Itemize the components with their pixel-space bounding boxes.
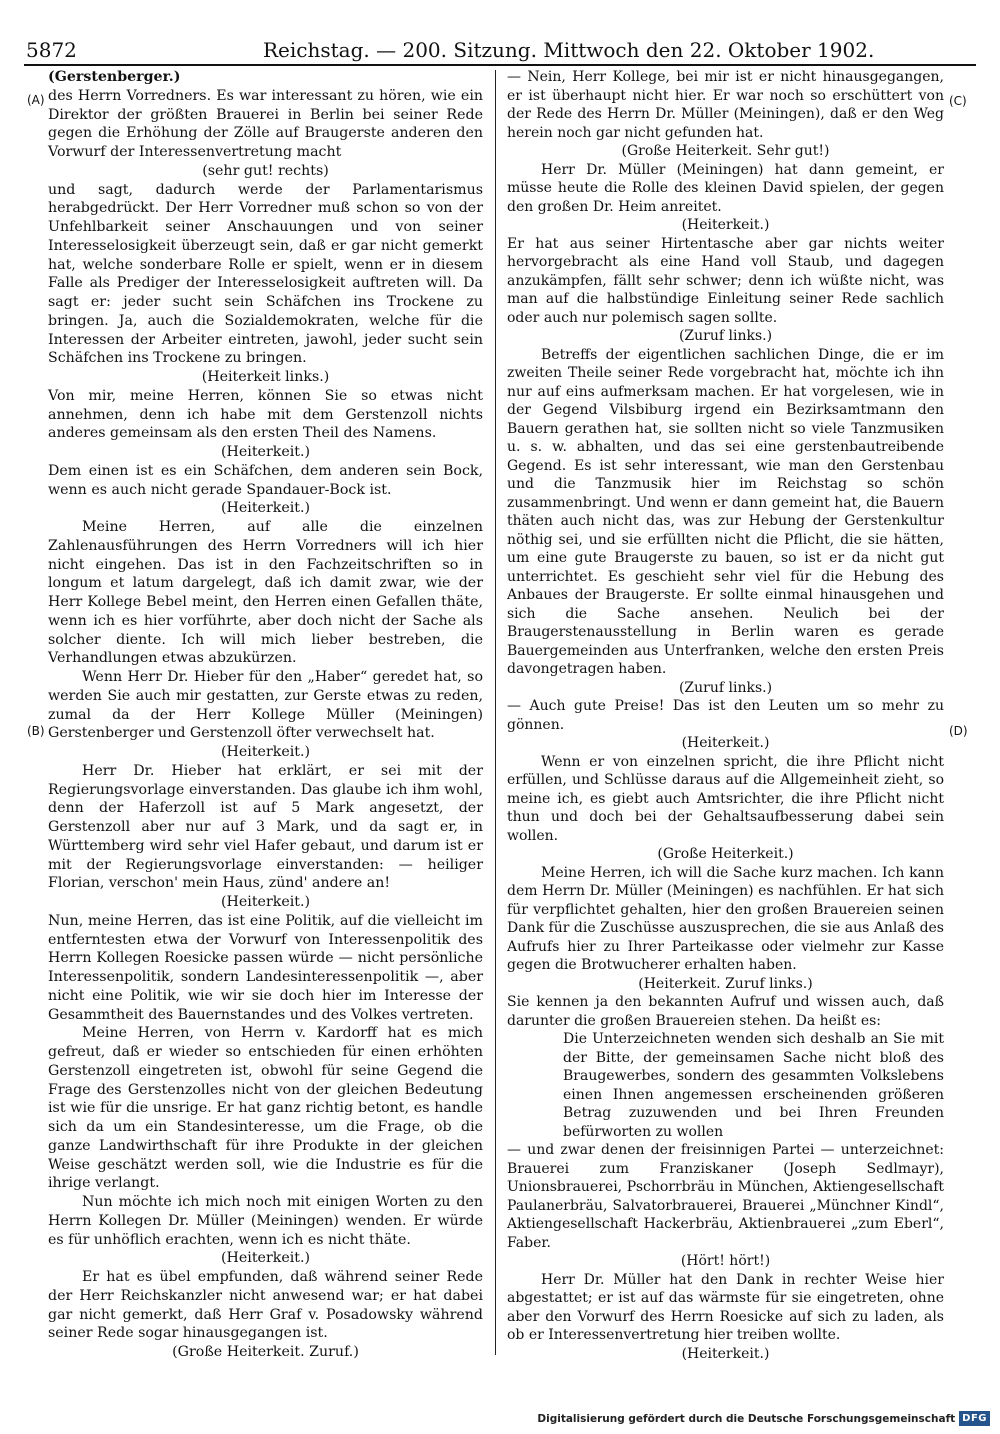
interjection: (Zuruf links.) — [678, 679, 773, 696]
paragraph: Er hat aus seiner Hirtentasche aber gar nichts weiter hervorgebracht als eine Hand voll Staub, und dagegen anzukämpfen, fällt sehr schwer; denn ich wüßte nicht, was man auf die halbstündige Einleitung seiner Rede sachlich oder auch nur polemisch sagen sollte. — [507, 235, 944, 326]
paragraph: Herr Dr. Müller (Meiningen) hat dann gemeint, er müsse heute die Rolle des kleinen David spielen, der gegen den großen Dr. Heim anreitet. — [507, 161, 944, 215]
column-separator — [495, 70, 496, 1355]
interjection: (Heiterkeit.) — [221, 500, 310, 517]
paragraph: Von mir, meine Herren, können Sie so etwas nicht annehmen, denn ich habe mit dem Gerstenzoll nichts anderes gemeinsam als den ersten Theil des Namens. — [48, 387, 483, 442]
margin-marker-d: (D) — [949, 724, 968, 738]
interjection: (Heiterkeit.) — [681, 217, 770, 233]
margin-marker-c: (C) — [949, 94, 967, 108]
paragraph: Dem einen ist es ein Schäfchen, dem anderen sein Bock, wenn es auch nicht gerade Spandauer-Bock ist. — [48, 462, 483, 498]
interjection: (Heiterkeit.) — [221, 444, 310, 460]
page-number: 5872 — [26, 38, 77, 62]
interjection: (Heiterkeit.) — [221, 894, 310, 910]
paragraph: Herr Dr. Hieber hat erklärt, er sei mit der Regierungsvorlage einverstanden. Das glaube ich ihm wohl, denn der Haferzoll ist auf 5 Mark angesetzt, der Gerstenzoll aber nur auf 3 Mark, und da sagt er, in Württemberg wird sehr viel Hafer gebaut, und darum ist er mit der Regierungsvorlage einverstanden: — heiliger Florian, verschon' mein Haus, zünd' andere an! — [48, 762, 483, 892]
interjection: (Heiterkeit. Zuruf links.) — [638, 975, 813, 992]
paragraph: — Auch gute Preise! Das ist den Leuten um so mehr zu gönnen. — [507, 698, 944, 733]
interjection: (Heiterkeit.) — [221, 744, 310, 760]
interjection: (Große Heiterkeit. Zuruf.) — [172, 1344, 359, 1360]
interjection: (Heiterkeit.) — [681, 1345, 770, 1362]
interjection: (Zuruf links.) — [678, 328, 773, 344]
interjection: (Hört! hört!) — [680, 1253, 771, 1269]
footer — [537, 1411, 990, 1426]
paragraph: Sie kennen ja den bekannten Aufruf und wissen auch, daß darunter die großen Brauereien stehen. Da heißt es: — [507, 994, 944, 1029]
interjection: (Große Heiterkeit.) — [657, 846, 794, 862]
interjection: (sehr gut! rechts) — [202, 162, 329, 179]
right-column — [507, 68, 944, 1363]
header-rule — [24, 64, 976, 66]
paragraph: Meine Herren, von Herrn v. Kardorff hat es mich gefreut, daß er wieder so entschieden für einen erhöhten Gerstenzoll eingetreten ist, obwohl für seine Gegend die Frage des Gerstenzolles nicht von der gleichen Bedeutung ist wie für die unsrige. Er hat ganz richtig betont, es handle sich da um ein Standesinteresse, um die Frage, ob die ganze Landwirthschaft für ihre Produkte in der gleichen Weise geschätzt werden soll, wie die Industrie es für die ihrige verlangt. — [48, 1025, 483, 1192]
paragraph: des Herrn Vorredners. Es war interessant zu hören, wie ein Direktor der größten Brauerei in Berlin bei seiner Rede gegen die Erhöhung der Zölle auf Braugerste anderen den Vorwurf der Interessenvertretung macht — [48, 87, 483, 160]
paragraph: — und zwar denen der freisinnigen Partei — unterzeichnet: Brauerei zum Franziskaner (Joseph Sedlmayr), Unionsbrauerei, Pschorrbräu in München, Aktiengesellschaft Paulanerbräu, Salvatorbrauerei, Brauerei „Münchner Kindl“, Aktiengesellschaft Hackerbräu, Aktienbrauerei „zum Eberl“, Faber. — [507, 1142, 944, 1251]
paragraph: Betreffs der eigentlichen sachlichen Dinge, die er im zweiten Theile seiner Rede vorgebracht hat, möchte ich ihn nur auf eins aufmerksam machen. Er hat vorgelesen, wie in der Gegend Vilsbiburg irgend ein Bezirksamtmann den Bauern gerathen hat, sie sollten nicht so viele Tanzmusiken u. s. w. abhalten, und das sei eine gerstenbautreibende Gegend. Es ist sehr interessant, wie man den Gerstenbau und die Tanzmusik hier im Reichstag so schön zusammenbringt. Und wenn er dann gemeint hat, die Bauern thäten auch nicht das, was zur Hebung der Gerstenkultur nöthig sei, und sie erfüllten nicht die Pflicht, die sie hätten, um eine gute Braugerste zu bauen, so ist er da nicht gut unterrichtet. Es geschieht sehr viel für die Hebung des Anbaues der Braugerste. Er sollte einmal hinausgehen und sich die Sache ansehen. Neulich bei der Braugerstenausstellung in Berlin waren es gerade Bauergemeinden aus Unterfranken, welche den ersten Preis davongetragen haben. — [507, 346, 944, 677]
paragraph: Nun, meine Herren, das ist eine Politik, auf die vielleicht im entferntesten etwa der Vorwurf von Interessenpolitik des Herrn Kollegen Roesicke passen würde — nicht persönliche Interessenpolitik, sondern Landesinteressenpolitik —, aber nicht eine Politik, wie wir sie doch hier im Interesse der Gesammtheit des Bauernstandes und des Volkes vertreten. — [48, 912, 483, 1023]
paragraph: Nun möchte ich mich noch mit einigen Worten zu den Herrn Kollegen Dr. Müller (Meiningen) wenden. Er würde es für unhöflich erachten, wenn ich es nicht thäte. — [48, 1194, 483, 1248]
dfg-logo: DFG — [959, 1411, 990, 1426]
paragraph: und sagt, dadurch werde der Parlamentarismus herabgedrückt. Der Herr Vorredner muß schon so von der Unfehlbarkeit seiner Anschauungen und von seiner Interesselosigkeit überzeugt sein, daß er gar nicht gemerkt hat, welche sonderbare Rolle er spielt, wenn er in diesem Falle als Prediger der Interesselosigkeit auftreten will. Da sagt er: jeder sucht sein Schäfchen ins Trockene zu bringen. Ja, auch die Sozialdemokraten, welche für die Interessen der Arbeiter eintreten, jawohl, jeder sucht sein Schäfchen ins Trockene zu bringen. — [48, 181, 483, 367]
paragraph: Wenn er von einzelnen spricht, die ihre Pflicht nicht erfüllen, und Schlüsse daraus auf die Allgemeinheit zieht, so meine ich, es giebt auch Amtsrichter, die ihre Pflicht nicht thun und doch bei der Gehaltsaufbesserung dabei sein wollen. — [507, 753, 944, 844]
paragraph: Meine Herren, ich will die Sache kurz machen. Ich kann dem Herrn Dr. Müller (Meiningen) es nachfühlen. Er hat sich für verpflichtet gehalten, hier den großen Brauereien seinen Dank für die Zuschüsse auszusprechen, die sie aus Anlaß des Aufrufs hier zu Ihrer Parteikasse oder vielmehr zur Kasse gegen die Brotwucherer erhalten haben. — [507, 864, 944, 973]
paragraph: Er hat es übel empfunden, daß während seiner Rede der Herr Reichskanzler nicht anwesend war; er hat dabei gar nicht gemerkt, daß Herr Graf v. Posadowsky während seiner Rede sogar hinausgegangen ist. — [48, 1269, 483, 1342]
paragraph: — Nein, Herr Kollege, bei mir ist er nicht hinausgegangen, er ist überhaupt nicht hier. Er war noch so erschüttert von der Rede des Herrn Dr. Müller (Meiningen), daß er den Weg herein noch gar nicht gefunden hat. — [507, 69, 944, 141]
interjection: (Große Heiterkeit. Sehr gut!) — [621, 143, 830, 159]
left-column — [48, 68, 483, 1362]
speaker-name: (Gerstenberger.) — [48, 69, 181, 85]
footer-credit: Digitalisierung gefördert durch die Deutsche Forschungsgemeinschaft — [537, 1412, 956, 1425]
paragraph: Meine Herren, auf alle die einzelnen Zahlenausführungen des Herrn Vorredners will ich hier nicht eingehen. Das ist in den Fachzeitschriften so in longum et latum dargelegt, daß ich damit zwar, wie der Herr Kollege Bebel meint, den Herren einen Gefallen thäte, wenn ich es hier vorführte, aber doch nicht der Sache als solcher diente. Ich will mich lieber bestreben, die Verhandlungen etwas abzukürzen. — [48, 519, 483, 667]
interjection: (Heiterkeit.) — [681, 735, 770, 751]
margin-marker-b: (B) — [27, 724, 45, 738]
block-quote: Die Unterzeichneten wenden sich deshalb an Sie mit der Bitte, der gemeinsamen Sache nicht bloß des Braugewerbes, sondern des gesammten Volkslebens einen Ihnen angemessen erscheinenden größeren Betrag zuzuwenden und bei Ihren Freunden befürworten zu wollen — [563, 1031, 944, 1140]
paragraph: Wenn Herr Dr. Hieber für den „Haber“ geredet hat, so werden Sie auch mir gestatten, zur Gerste etwas zu reden, zumal da der Herr Kollege Müller (Meiningen) Gerstenberger und Gerstenzoll öfter verwechselt hat. — [48, 669, 483, 742]
interjection: (Heiterkeit links.) — [201, 369, 330, 385]
running-header-title: Reichstag. — 200. Sitzung. Mittwoch den 22. Oktober 1902. — [263, 38, 875, 62]
paragraph: Herr Dr. Müller hat den Dank in rechter Weise hier abgestattet; er ist auf das wärmste für sie eingetreten, ohne aber den Vorwurf des Herrn Roesicke auf sich zu laden, als ob er Interessenvertretung hier treiben wollte. — [507, 1271, 944, 1343]
margin-marker-a: (A) — [27, 93, 45, 107]
interjection: (Heiterkeit.) — [221, 1250, 310, 1267]
